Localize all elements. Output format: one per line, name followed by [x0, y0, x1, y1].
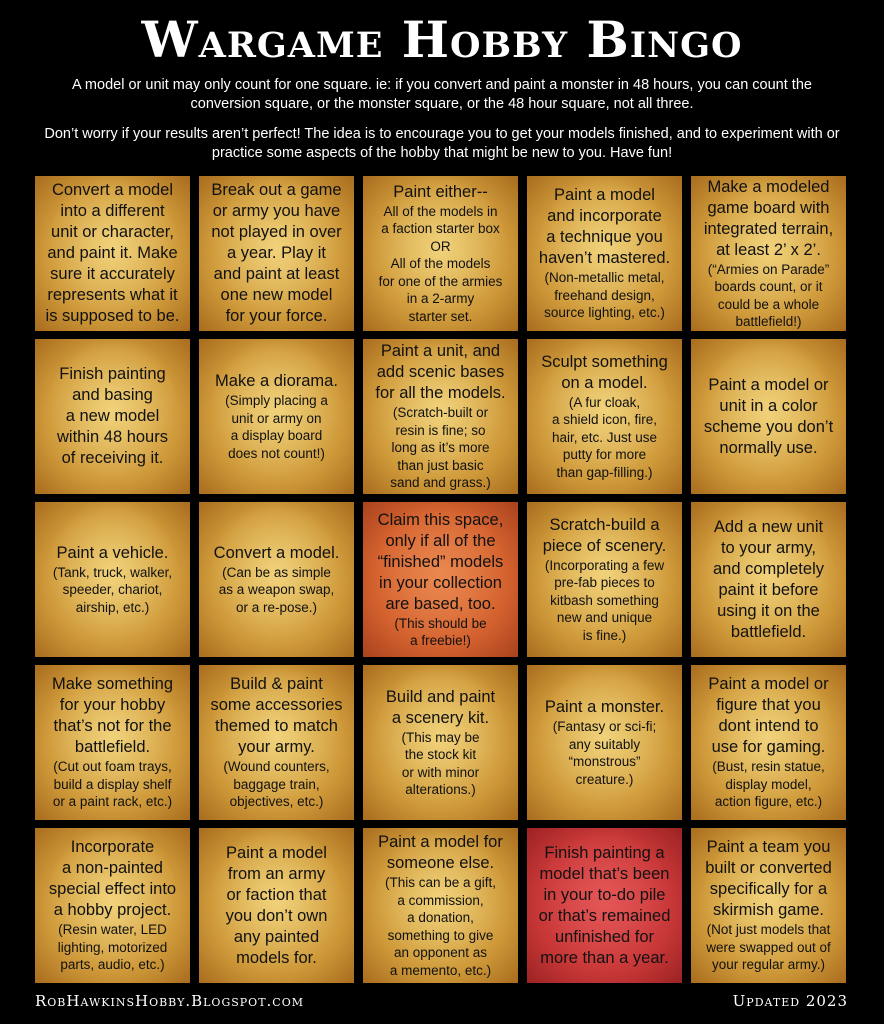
bingo-square-note: (A fur cloak, a shield icon, fire, hair, etc. Just use putty for more than gap-filling.) — [551, 394, 658, 480]
bingo-square[interactable] — [35, 339, 190, 494]
bingo-square-task: Finish painting and basing a new model within 48 hours of receiving it. — [57, 365, 168, 467]
bingo-square[interactable] — [691, 665, 846, 820]
bingo-square-note: (This can be a gift, a commission, a donation, something to give an opponent as a memento, etc.) — [384, 875, 497, 978]
bingo-square[interactable] — [363, 828, 518, 983]
bingo-square-task: Claim this space, only if all of the “finished” models in your collection are based, too. — [377, 510, 504, 613]
updated-label: Updated 2023 — [732, 992, 848, 1010]
bingo-square[interactable] — [527, 176, 682, 331]
bingo-square[interactable] — [35, 665, 190, 820]
bingo-square-note: (Fantasy or sci-fi; any suitably “monstrous” creature.) — [552, 719, 657, 787]
bingo-square-task: Finish painting a model that’s been in your to-do pile or that’s remained unfinished for more than a year. — [538, 843, 671, 967]
bingo-square-task: Paint a model for someone else. — [378, 833, 503, 872]
bingo-square[interactable] — [35, 828, 190, 983]
bingo-square-note: All of the models in a faction starter box OR All of the models for one of the armies in a 2-army starter set. — [378, 203, 503, 324]
bingo-square-note: (Wound counters, baggage train, objectives, etc.) — [223, 759, 330, 810]
bingo-square-task: Build and paint a scenery kit. — [385, 687, 496, 727]
bingo-square-note: (This should be a freebie!) — [394, 615, 487, 648]
bingo-square[interactable] — [527, 339, 682, 494]
bingo-square-note: (Scratch-built or resin is fine; so long as it’s more than just basic sand and grass.) — [390, 405, 491, 491]
bingo-square-task: Make something for your hobby that’s not for the battlefield. — [51, 675, 174, 757]
bingo-square-task: Sculpt something on a model. — [541, 352, 668, 392]
bingo-square-note: (“Armies on Parade” boards count, or it could be a whole battlefield!) — [707, 261, 830, 329]
bingo-square-note: (Tank, truck, walker, speeder, chariot, airship, etc.) — [52, 564, 173, 615]
bingo-square-task: Paint a model and incorporate a technique you haven’t mastered. — [538, 186, 671, 268]
bingo-square[interactable] — [199, 176, 354, 331]
bingo-square-task: Paint a model or unit in a color scheme you don’t normally use. — [703, 375, 834, 457]
bingo-square-task: Paint a vehicle. — [56, 543, 169, 562]
bingo-square-task: Paint a model or figure that you dont intend to use for gaming. — [708, 675, 829, 757]
bingo-square-note: (Non-metallic metal, freehand design, source lighting, etc.) — [544, 270, 665, 321]
bingo-square-note: (Cut out foam trays, build a display shelf or a paint rack, etc.) — [52, 759, 173, 810]
bingo-square-note: (Resin water, LED lighting, motorized parts, audio, etc.) — [57, 922, 168, 973]
bingo-square-task: Make a diorama. — [215, 372, 338, 390]
bingo-square-task: Paint either-- — [393, 182, 488, 201]
bingo-grid — [35, 176, 849, 986]
bingo-square[interactable] — [691, 339, 846, 494]
bingo-square-note: (Can be as simple as a weapon swap, or a re-pose.) — [218, 564, 335, 615]
bingo-square[interactable] — [691, 828, 846, 983]
bingo-square-task: Paint a model from an army or faction that you don’t own any painted models for. — [225, 843, 328, 967]
bingo-square-note: (Bust, resin statue, display model, action figure, etc.) — [712, 759, 825, 810]
bingo-square-task: Convert a model into a different unit or character, and paint it. Make sure it accurately represents what it is supposed to be. — [45, 181, 180, 325]
intro-encouragement-text: Don’t worry if your results aren’t perfect! The idea is to encourage you to get your models finished, and to experiment with or practice some aspects of the hobby that might be new to you. Have fun! — [44, 126, 840, 161]
bingo-square[interactable] — [199, 828, 354, 983]
bingo-square[interactable] — [691, 176, 846, 331]
bingo-square-task: Build & paint some accessories themed to match your army. — [210, 675, 343, 757]
bingo-square-task: Add a new unit to your army, and completely paint it before using it on the battlefield. — [713, 517, 824, 641]
bingo-square[interactable] — [363, 502, 518, 657]
bingo-square-task: Paint a monster. — [544, 698, 665, 716]
bingo-square-note: (Simply placing a unit or army on a display board does not count!) — [225, 393, 328, 461]
bingo-square-task: Break out a game or army you have not played in over a year. Play it and paint at least one new model for your force. — [211, 181, 342, 325]
bingo-square-task: Paint a team you built or converted specifically for a skirmish game. — [705, 838, 832, 920]
bingo-square[interactable] — [199, 665, 354, 820]
bingo-square-task: Make a modeled game board with integrated terrain, at least 2’ x 2’. — [703, 177, 834, 259]
bingo-square[interactable] — [199, 339, 354, 494]
bingo-square-task: Convert a model. — [213, 543, 340, 562]
bingo-square-task: Paint a unit, and add scenic bases for all the models. — [375, 342, 506, 403]
intro-rule-text: A model or unit may only count for one square. ie: if you convert and paint a monster in 48 hours, you can count the conversion square, or the monster square, or the 48 hour square, not all three. — [72, 77, 812, 112]
bingo-square-note: (Not just models that were swapped out of your regular army.) — [706, 922, 831, 973]
bingo-square[interactable] — [35, 502, 190, 657]
bingo-square[interactable] — [363, 665, 518, 820]
bingo-square-note: (This may be the stock kit or with minor alterations.) — [401, 729, 480, 797]
page-title: Wargame Hobby Bingo — [141, 10, 743, 69]
bingo-square[interactable] — [527, 828, 682, 983]
bingo-square[interactable] — [363, 339, 518, 494]
bingo-square[interactable] — [35, 176, 190, 331]
bingo-square[interactable] — [691, 502, 846, 657]
bingo-square[interactable] — [199, 502, 354, 657]
bingo-square[interactable] — [527, 502, 682, 657]
bingo-square-note: (Incorporating a few pre-fab pieces to kitbash something new and unique is fine.) — [544, 557, 665, 643]
bingo-square[interactable] — [363, 176, 518, 331]
bingo-square-task: Scratch-build a piece of scenery. — [542, 515, 667, 555]
bingo-square[interactable] — [527, 665, 682, 820]
blog-url: RobHawkinsHobby.Blogspot.com — [35, 992, 304, 1010]
bingo-square-task: Incorporate a non-painted special effect into a hobby project. — [48, 838, 177, 920]
